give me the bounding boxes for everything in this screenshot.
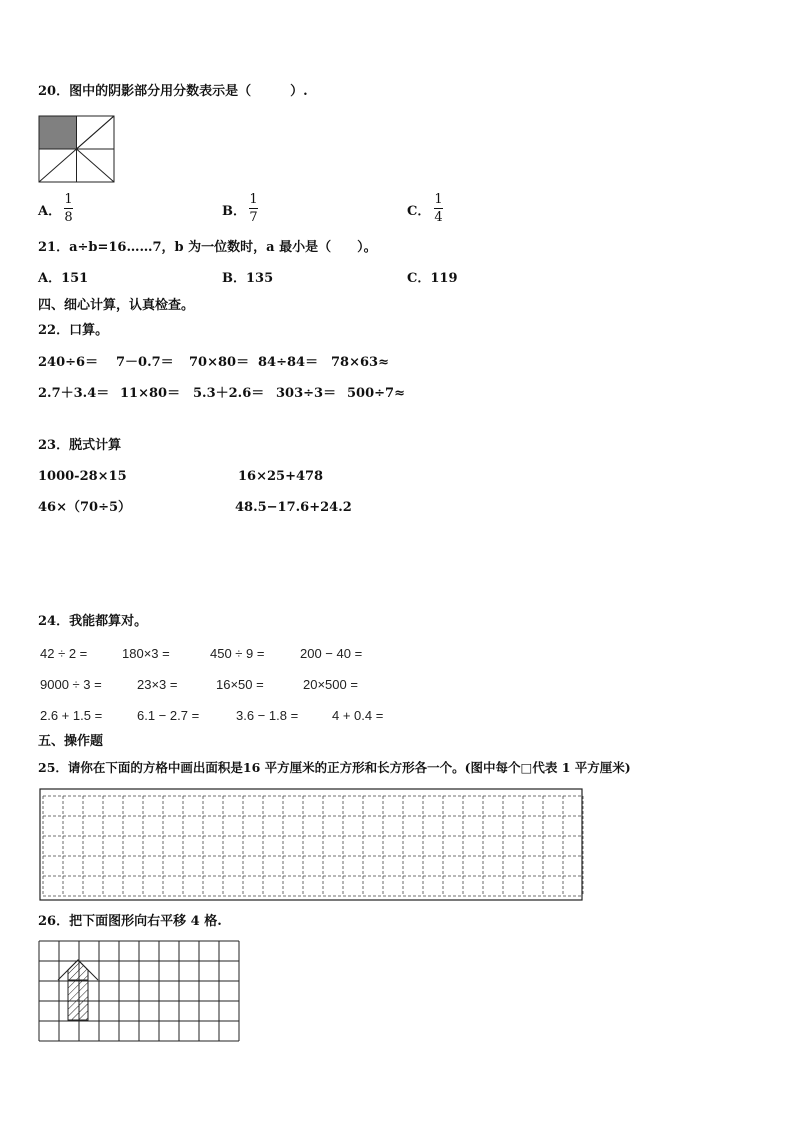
- q22-item: 11×80＝: [120, 386, 181, 401]
- q22-item: 2.7＋3.4＝: [38, 386, 110, 401]
- denominator: 7: [249, 210, 258, 225]
- q22-item: 70×80＝: [189, 355, 250, 370]
- q20-stem: 20．图中的阴影部分用分数表示是（ ）.: [38, 84, 308, 99]
- q22-item: 303÷3＝: [276, 386, 337, 401]
- q24-item: 3.6 − 1.8 =: [236, 708, 299, 723]
- q25-dotted-grid: [39, 788, 584, 902]
- q26-stem: 26．把下面图形向右平移 4 格.: [38, 914, 222, 929]
- q24-item: 23×3 =: [137, 677, 178, 692]
- q26-grid-figure: [38, 940, 243, 1043]
- q24-item: 20×500 =: [303, 677, 358, 692]
- q21-option-c: C．119: [407, 271, 458, 286]
- q24-item: 200 − 40 =: [300, 646, 363, 661]
- q24-item: 6.1 − 2.7 =: [137, 708, 200, 723]
- q20-option-c-fraction: [434, 192, 443, 225]
- q23-item: 16×25+478: [238, 469, 324, 484]
- q24-item: 9000 ÷ 3 =: [40, 677, 102, 692]
- section-4-heading: 四、细心计算，认真检查。: [38, 298, 195, 313]
- q24-item: 180×3 =: [122, 646, 170, 661]
- q22-item: 240÷6＝: [38, 355, 99, 370]
- q20-option-b-label: B．: [222, 204, 246, 219]
- q22-item: 78×63≈: [331, 355, 389, 370]
- q24-item: 42 ÷ 2 =: [40, 646, 88, 661]
- denominator: 4: [434, 210, 443, 225]
- q25-stem: 25．请你在下面的方格中画出面积是16 平方厘米的正方形和长方形各一个。(图中每个□代表 1 平方厘米): [38, 760, 631, 775]
- q24-stem: 24．我能都算对。: [38, 614, 148, 629]
- q22-item: 84÷84＝: [258, 355, 319, 370]
- q22-item: 500÷7≈: [347, 386, 405, 401]
- q20-option-a-label: A．: [38, 204, 62, 219]
- q20-option-b-fraction: [249, 192, 258, 225]
- q23-item: 46×（70÷5）: [38, 500, 132, 515]
- q24-item: 4 + 0.4 =: [332, 708, 384, 723]
- q22-stem: 22．口算。: [38, 323, 109, 338]
- q20-figure: [38, 115, 116, 183]
- numerator: 1: [64, 192, 73, 207]
- q23-item: 48.5−17.6+24.2: [235, 500, 352, 515]
- q21-stem: 21．a÷b=16……7，b 为一位数时，a 最小是（ ）。: [38, 240, 377, 255]
- q23-stem: 23．脱式计算: [38, 438, 122, 453]
- q23-item: 1000-28×15: [38, 469, 127, 484]
- q24-item: 450 ÷ 9 =: [210, 646, 265, 661]
- numerator: 1: [434, 192, 443, 207]
- numerator: 1: [249, 192, 258, 207]
- section-5-heading: 五、操作题: [38, 734, 104, 749]
- q20-option-a-fraction: [64, 192, 73, 225]
- q20-option-c-label: C．: [407, 204, 431, 219]
- arrow-shape: [68, 960, 88, 1020]
- q21-option-b: B．135: [222, 271, 274, 286]
- q24-item: 2.6 + 1.5 =: [40, 708, 103, 723]
- q22-item: 5.3＋2.6＝: [193, 386, 265, 401]
- q24-item: 16×50 =: [216, 677, 264, 692]
- denominator: 8: [64, 210, 73, 225]
- q22-item: 7－0.7＝: [116, 355, 174, 370]
- q21-option-a: A．151: [38, 271, 89, 286]
